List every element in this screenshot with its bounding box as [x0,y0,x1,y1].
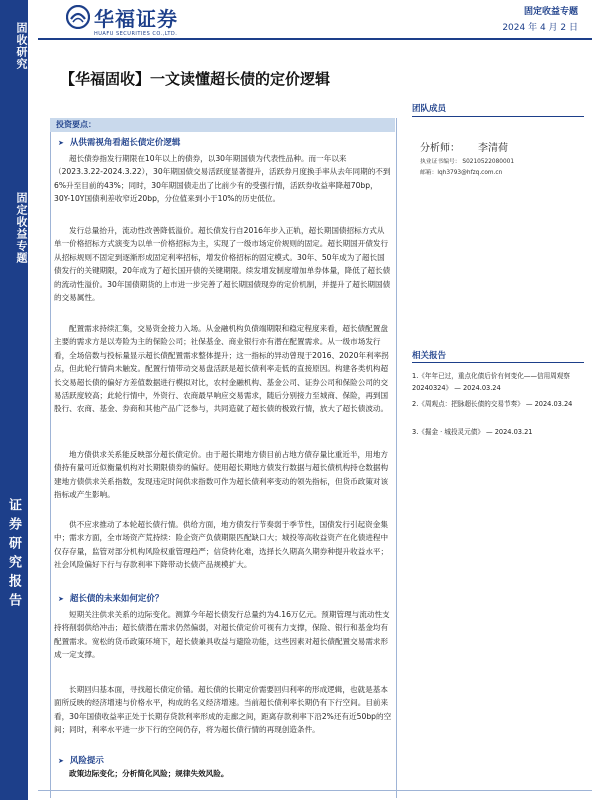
team-heading: 团队成员 [412,104,447,114]
sidebar-top-label: 固收研究 [15,22,28,70]
logo-mark-icon [66,5,90,29]
sidebar-bottom-label: 证券研究报告 [6,498,21,612]
logo-text-cn: 华福证券 [94,7,178,31]
paragraph-7: 长期回归基本面，寻找超长债定价锚。超长债的长期定价需要回归利率的形成逻辑，也就是基本面所反映的经济增速与价格水平，构成的名义经济增速。当前超长债利率长期仍有下行空间。目前来看，30年国债收益率正处于长期存贷款利率形成的走廊之间，距离存款利率下沿2%还有近50bp的空间；同时，利率水平进一步下行的空间仍存，将为超长债行情的再现创造条件。 [54,685,392,735]
related-report-1[interactable]: 1.《年年已过，重点化债后价有何变化——信用周观察 20240324》 — 2024.03.24 [412,372,570,392]
paragraph-2: 发行总量抬升，流动性改善降低溢价。超长债发行自2016年步入正轨，超长期国债招标方式从单一价格招标方式演变为以单一价格招标为主，实现了一级市场定价规则的固定。超长期国开债发行从招标规则不固定到逐渐形成固定利率招标，增发价格招标的固定模式。30年、50年成为了超长国债发行的关键期限，20年成为了超长国开债的关键期限。续发增发制度增加单券体量，降低了超长债的流动性溢价。30年国债期货的上市进一步完善了超长期国债现券的定价机制，并提升了超长期国债的交易属性。 [54,226,391,303]
paragraph-5: 供不应求推动了本轮超长债行情。供给方面，地方债发行节奏弱于季节性，国债发行引起资金集中；需求方面，全市场资产荒持续：险企资产负债期限匹配缺口大；城投等高收益资产在化债进程中仅存存量，监管对部分机构风险权重管理趋严；信贷转化难，选择长久期高久期券种提升收益水平；社会风险偏好下行与存款利率下降带动长债产品规模扩大。 [54,520,389,570]
paragraph-4: 地方债供求关系能反映部分超长债定价。由于超长期地方债目前占地方债存量比重近半，用地方债持有量可近似衡量机构对长期限债券的偏好。使用超长期地方债发行数据与超长债机构持仓数据构建地方债供求关系指数，发现违定时间供求指数可作为超长债利率变动的领先指标，但货币政策对该指标或产生影响。 [54,450,389,500]
related-report-3[interactable]: 3.《掘金 · 城投灵元债》 — 2024.03.21 [412,428,533,436]
left-sidebar [0,0,28,800]
abstract-header-bar [50,118,395,132]
sidebar-mid-label: 固定收益专题 [15,192,28,264]
report-date: 2024 年 4 月 2 日 [502,23,578,33]
related-divider [412,362,584,363]
analyst-cert: 执业证书编号： S0210522080001 [420,159,515,165]
arrow-right-icon: ➤ [58,139,64,147]
analyst-label: 分析师： [420,143,460,154]
related-report-2[interactable]: 2.《周观点：把脉超长债的交易节奏》 — 2024.03.24 [412,400,573,408]
page-title: 【华福固收】一文读懂超长债的定价逻辑 [60,70,331,88]
analyst-name: 李清荷 [478,143,508,154]
arrow-right-icon: ➤ [58,757,64,765]
related-heading: 相关报告 [412,351,447,361]
report-type: 固定收益专题 [523,7,578,17]
section-heading-1: ➤ 从供需视角看超长债定价逻辑 [58,138,181,148]
abstract-label: 投资要点： [56,120,96,129]
paragraph-risk: 政策边际变化；分析简化风险；规律失效风险。 [69,769,229,778]
company-logo [66,3,216,47]
header-divider [38,38,592,40]
arrow-right-icon: ➤ [58,595,64,603]
section-heading-2: ➤ 超长债的未来如何定价？ [58,594,164,604]
paragraph-3: 配置需求持续汇集，交易资金接力入场。从金融机构负债端期限和稳定程度来看，超长债配置盘主要的需求方是以寿险为主的保险公司；社保基金、商业银行亦有潜在配置需求。从一级市场发行看，全场倍数与投标量显示超长债配置需求整体提升；这一指标的异动曾现于2016、2020年利率拐点，但此轮行情尚未触发。配置行情带动交易盘活跃是超长债利率走低的直接原因。构建各类机构超长交易超长债的偏好方差值数据进行模拟对比，农村金融机构、基金公司、证券公司和保险公司的交易活跃度较高；此轮行情中，外资行、农商最早响应交易需求，随后分别接力至城商、保险，再到国股行、农商、基金、券商和其他产品广泛参与，共同造就了超长债的极致行情，放大了超长债波动。 [54,324,389,414]
team-divider [412,116,584,117]
paragraph-1: 超长债券指发行期限在10年以上的债券，以30年期国债为代表性品种。而一年以来（2023.3.22-2024.3.22），30年期国债交易活跃度显著提升，活跃券月度换手率从去年同期的不到6%升至目前的43%；同时，30年期国债走出了比前少有的受强行情，活跃券收益率降超70bp，30Y-10Y国债利差收窄近20bp，分位值来到小于10%的历史低位。 [54,154,391,204]
footer-divider [38,790,592,791]
analyst-email: 邮箱：lqh3793@hfzq.com.cn [420,170,503,176]
section-heading-3: ➤ 风险提示 [58,756,104,766]
logo-text-en: HUAFU SECURITIES CO.,LTD. [94,31,178,37]
paragraph-6: 短期关注供求关系的边际变化。测算今年超长债发行总量约为4.16万亿元。预期管理与流动性支持将削弱供给冲击；超长债潜在需求仍然偏弱，对超长债定价可视有力支撑，保险、银行和基金均有配置需求。宽松的货币政策环境下，超长债兼具收益与避险功能，这些因素对超长债配置交易需求形成一定支撑。 [54,610,390,660]
